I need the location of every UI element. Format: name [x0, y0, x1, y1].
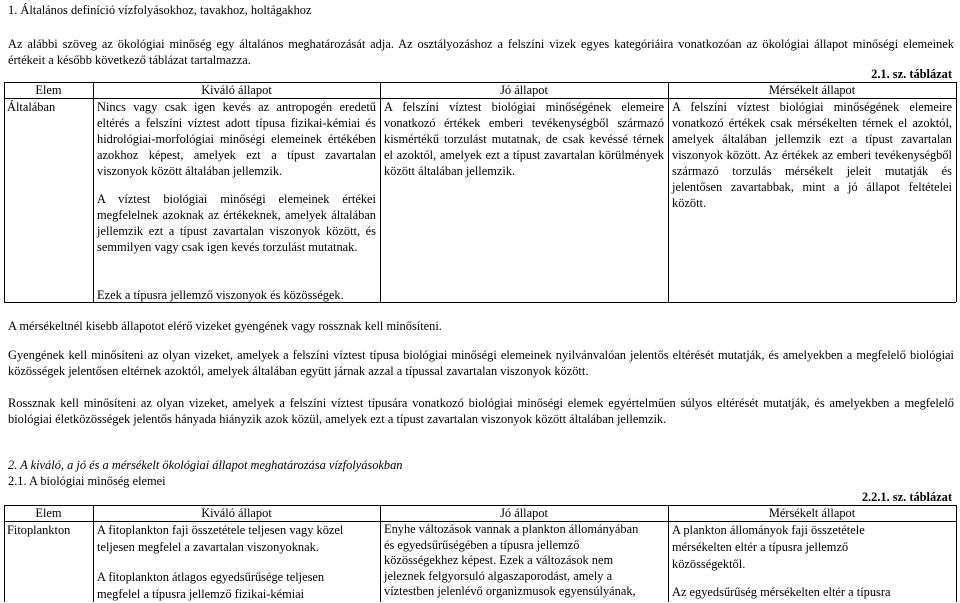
column-header-good: Jó állapot [500, 506, 548, 520]
good-phytoplankton-text: Enyhe változások vannak a plankton állományában és egyedsűrűségében a típusra jellemző közösségekhez képest. Ezek a változások nem jeleznek felgyorsuló algaszaporodást, amely a víztestben jelenlévő organizmusok egyensúlyának, [384, 522, 639, 598]
column-header-excellent: Kiváló állapot [201, 83, 272, 97]
table-col-border [4, 82, 5, 302]
table-col-border [380, 82, 381, 302]
column-header-excellent: Kiváló állapot [201, 506, 272, 520]
weak-status-paragraph: Gyengének kell minősíteni az olyan vizeket, amelyek a felszíni víztest típusa biológiai minőségi elemeinek nyilvánvalóan jelentős eltérését mutatják, és amelyekben a megfelelő biológiai közösségek jelentősen eltérnek azoktól, amelyek általában együtt járnak azzal a típussal zavartalan viszonyok között. [8, 348, 954, 378]
table-col-border [956, 82, 957, 302]
moderate-general-text: A felszíni víztest biológiai minőségének elemeire vonatkozó értékek csak mérsékelten térnek el azoktól, amelyek általában jellemzik ezt a típust zavartalan viszonyok között. Az értékek az emberi tevékenységből származó torzulás mérsékelt jeleit mutatják és jelentősen zavartabbak, mint a jó állapot feltételei között. [672, 100, 952, 210]
section-heading: 1. Általános definíció vízfolyásokhoz, tavakhoz, holtágakhoz [8, 3, 312, 17]
excellent-general-text: Nincs vagy csak igen kevés az antropogén eredetű eltérés a felszíni víztest adott típusa fizikai-kémiai és hidrológiai-morfológiai minőségi elemeinek értékében azokhoz képest, amelyek ezt a típust zavartalan viszonyok között általában jellemzik. [97, 100, 376, 178]
column-header-moderate: Mérsékelt állapot [768, 83, 856, 97]
excellent-biological-text: A víztest biológiai minőségi elemeinek értékei megfelelnek azoknak az értékeknek, amelyek általában jellemzik ezt a típust zavartalan viszonyok között, és semmilyen vagy csak igen kevés torzulást mutatnak. [97, 192, 376, 254]
section-heading: 2. A kiváló, a jó és a mérsékelt ökológiai állapot meghatározása vízfolyásokban [8, 458, 403, 472]
column-header-element: Elem [35, 83, 62, 97]
moderate-density-text: Az egyedsűrűség mérsékelten eltér a típusra [672, 585, 891, 599]
row-label: Fitoplankton [7, 523, 71, 537]
below-moderate-paragraph: A mérsékeltnél kisebb állapotot elérő vizeket gyengének vagy rossznak kell minősíteni. [8, 319, 442, 333]
table-col-border [956, 505, 957, 602]
good-general-text: A felszíni víztest biológiai minőségének elemeire vonatkozó értékek emberi tevékenységből származó kismértékű torzulást mutatnak, de csak kevéssé térnek el azoktól, amelyek ezt a típust zavartalan körülmények között általában jellemzik. [384, 100, 664, 178]
table-col-border [668, 82, 669, 302]
row-label: Általában [7, 100, 56, 114]
column-header-good: Jó állapot [500, 83, 548, 97]
excellent-density-text: A fitoplankton átlagos egyedsűrűsége teljesen megfelel a típusra jellemző fizikai-kémiai [97, 570, 325, 601]
column-header-element: Elem [35, 506, 62, 520]
column-header-moderate: Mérsékelt állapot [768, 506, 856, 520]
excellent-composition-text: A fitoplankton faji összetétele teljesen vagy közel teljesen megfelel a zavartalan viszonyoknak. [97, 523, 344, 554]
intro-paragraph: Az alábbi szöveg az ökológiai minőség egy általános meghatározását adja. Az osztályozáshoz a felszíni vizek egyes kategóriáira vonatkozóan az ökológiai állapot minőségi elemeinek értékeit a később következő táblázat tartalmazza. [8, 37, 954, 67]
moderate-composition-text: A plankton állományok faji összetétele mérsékelten eltér a típusra jellemző közösségektől. [672, 523, 865, 571]
subsection-heading: 2.1. A biológiai minőség elemei [8, 474, 166, 488]
table-label: 2.1. sz. táblázat [871, 67, 952, 81]
bad-status-paragraph: Rossznak kell minősíteni az olyan vizeket, amelyek a felszíni víztest típusára vonatkozó biológiai minőségi elemek egyértelműen súlyos eltérését mutatják, és amelyekben a megfelelő biológiai életközösségek jelentős hányada hiányzik azok közül, amelyek ezt a típust zavartalan viszonyok között általában jellemzik. [8, 396, 954, 426]
table-label: 2.2.1. sz. táblázat [861, 490, 952, 504]
table-col-border [93, 82, 94, 302]
excellent-summary-text: Ezek a típusra jellemző viszonyok és közösségek. [97, 288, 344, 302]
